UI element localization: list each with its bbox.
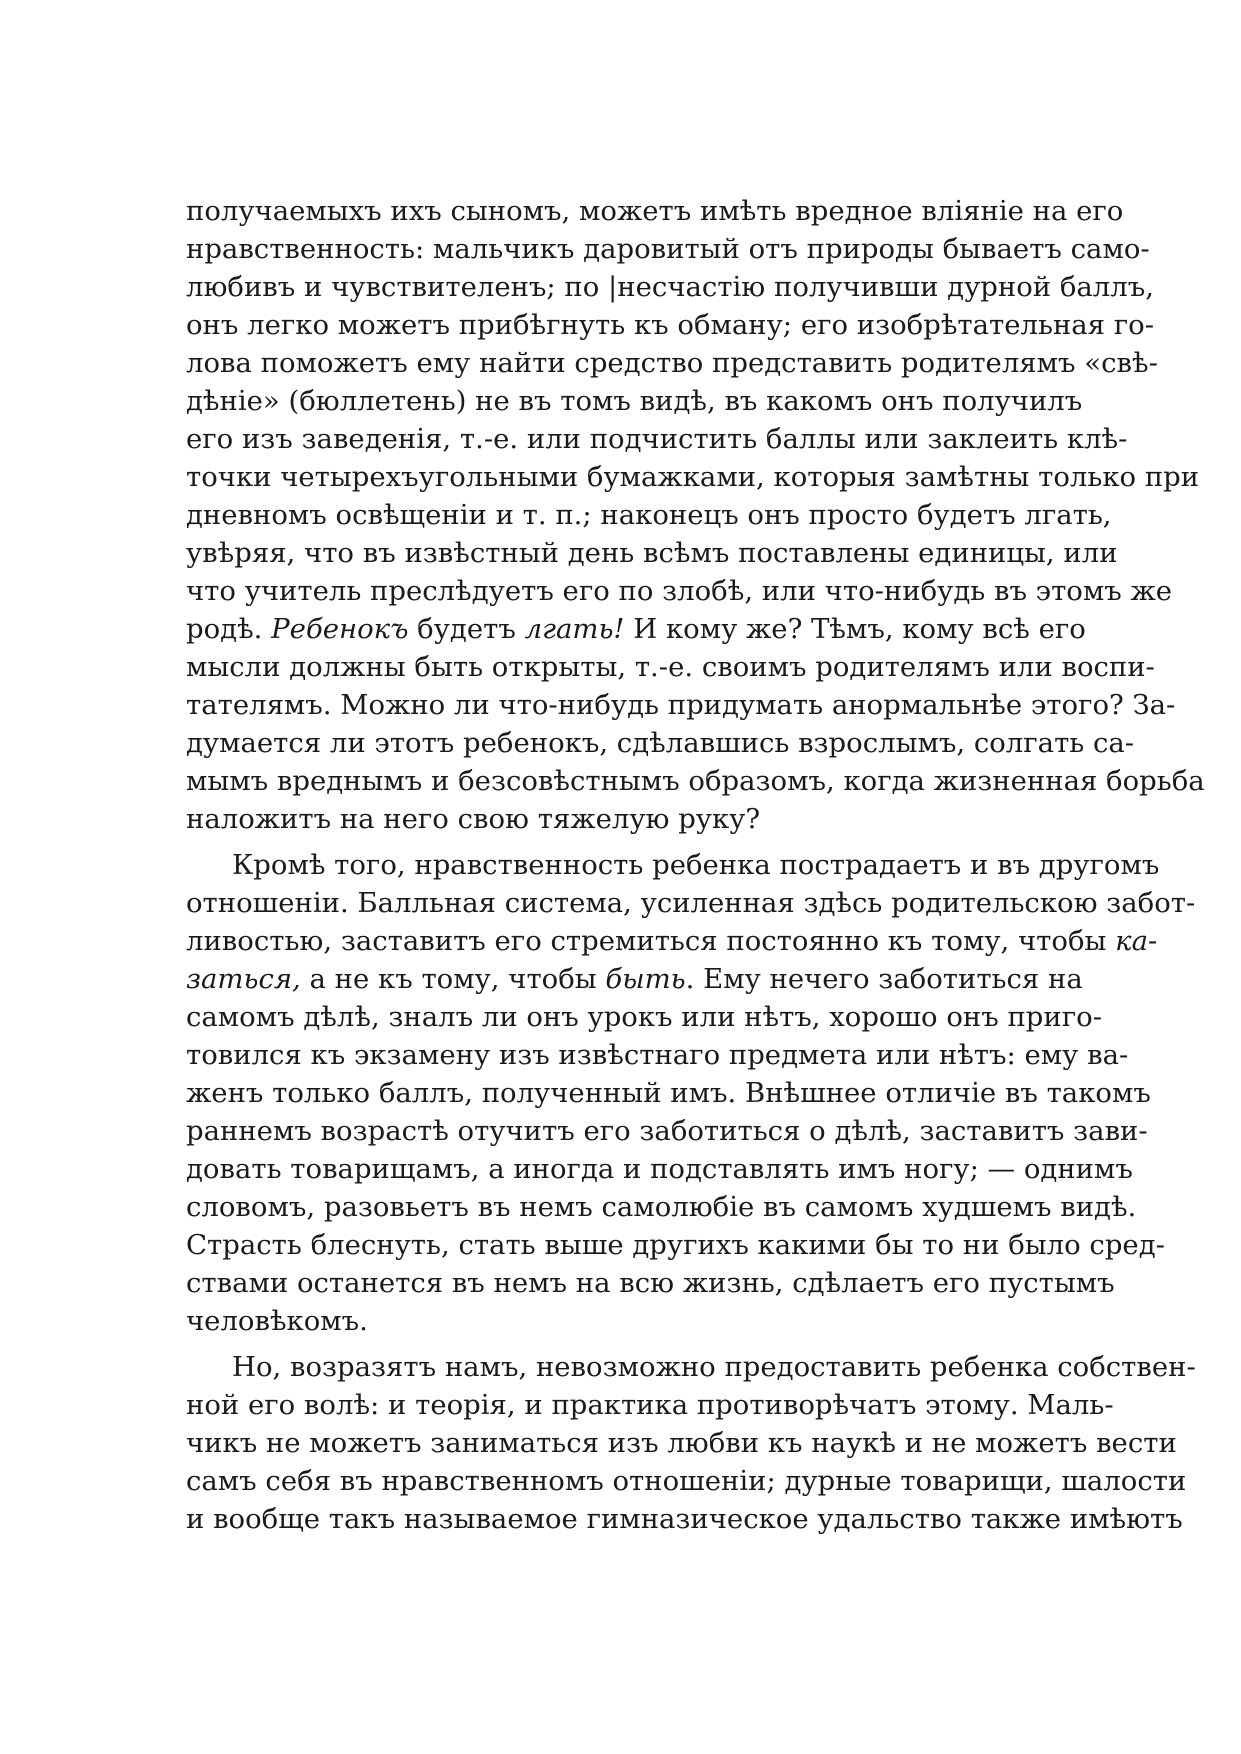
text-line [186,762,1205,800]
text-line [186,1074,1151,1112]
text-segment: дневномъ освѣщеніи и т. п.; наконецъ онъ просто будетъ лгать, [186,499,1112,531]
text-line [186,192,1124,230]
text-segment: а не къ тому, чтобы [300,963,606,995]
text-line [186,534,1118,572]
text-segment: человѣкомъ. [186,1305,368,1337]
text-line [186,610,1086,648]
text-segment: дѣніе» (бюллетень) не въ томъ видѣ, въ какомъ онъ получилъ [186,385,1083,417]
text-line [186,1188,1137,1226]
text-line [186,572,1173,610]
text-segment: товился къ экзамену изъ извѣстнаго предмета или нѣтъ: ему ва- [186,1039,1129,1071]
text-line [186,998,1102,1036]
text-segment: и вообще такъ называемое гимназическое удальство также имѣютъ [186,1503,1183,1535]
text-segment: мысли должны быть открыты, т.-е. своимъ родителямъ или воспи- [186,651,1155,683]
italic-text: ка- [1115,925,1158,957]
text-line [186,1264,1115,1302]
text-segment: будетъ [408,613,525,645]
text-line [186,1462,1187,1500]
text-segment: довать товарищамъ, а иногда и подставлять имъ ногу; — однимъ [186,1153,1133,1185]
text-line [186,1036,1129,1074]
text-line [186,382,1083,420]
text-line [186,496,1112,534]
text-segment: ливостью, заставитъ его стремиться постоянно къ тому, чтобы [186,925,1116,957]
text-segment: онъ легко можетъ прибѣгнуть къ обману; его изобрѣтательная го- [186,309,1155,341]
text-segment: чикъ не можетъ заниматься изъ любви къ наукѣ и не можетъ вести [186,1427,1177,1459]
text-line [186,1424,1177,1462]
text-segment: ной его волѣ: и теорія, и практика противорѣчатъ этому. Маль- [186,1389,1114,1421]
text-segment: его изъ заведенія, т.-е. или подчистить баллы или заклеить клѣ- [186,423,1128,455]
text-line [186,648,1155,686]
text-segment: думается ли этотъ ребенокъ, сдѣлавшись взрослымъ, солгать са- [186,727,1135,759]
text-line [186,1150,1133,1188]
text-line [186,724,1135,762]
italic-text: быть [605,963,686,995]
italic-text: лгать! [524,613,625,645]
text-line [186,1348,1196,1386]
text-line [186,1302,1066,1340]
page-body-text [186,192,1205,1538]
paragraph [186,1348,1196,1538]
text-segment: получаемыхъ ихъ сыномъ, можетъ имѣть вредное вліяніе на его [186,195,1124,227]
text-segment: наложитъ на него свою тяжелую руку? [186,803,761,835]
text-segment: тателямъ. Можно ли что-нибудь придумать анормальнѣе этого? За- [186,689,1176,721]
text-segment: самъ себя въ нравственномъ отношеніи; дурные товарищи, шалости [186,1465,1187,1497]
text-segment: нравственность: мальчикъ даровитый отъ природы бываетъ само- [186,233,1150,265]
italic-text: заться, [186,963,301,995]
text-segment: самомъ дѣлѣ, зналъ ли онъ урокъ или нѣтъ, хорошо онъ приго- [186,1001,1102,1033]
text-segment: мымъ вреднымъ и безсовѣстнымъ образомъ, когда жизненная борьба [186,765,1205,797]
text-line [186,1226,1165,1264]
text-segment: женъ только баллъ, полученный имъ. Внѣшнее отличіе въ такомъ [186,1077,1151,1109]
text-line [186,1386,1114,1424]
paragraph [186,846,1196,1340]
text-line [186,686,1176,724]
text-line [186,922,1158,960]
text-line [186,960,1083,998]
text-segment: отношеніи. Балльная система, усиленная здѣсь родительскою забот- [186,887,1196,919]
text-segment: словомъ, разовьетъ въ немъ самолюбіе въ самомъ худшемъ видѣ. [186,1191,1137,1223]
text-segment: Кромѣ того, нравственность ребенка пострадаетъ и въ другомъ [232,849,1160,881]
italic-text: Ребенокъ [271,613,409,645]
text-segment: точки четырехъугольными бумажками, которыя замѣтны только при [186,461,1200,493]
text-segment: любивъ и чувствителенъ; по |несчастію получивши дурной баллъ, [186,271,1154,303]
text-segment: увѣряя, что въ извѣстный день всѣмъ поставлены единицы, или [186,537,1118,569]
text-segment: Страсть блеснуть, стать выше другихъ какими бы то ни было сред- [186,1229,1165,1261]
text-line [186,344,1158,382]
text-segment: Но, возразятъ намъ, невозможно предоставить ребенка собствен- [232,1351,1196,1383]
text-segment: лова поможетъ ему найти средство представить родителямъ «свѣ- [186,347,1158,379]
text-line [186,306,1155,344]
text-line [186,230,1150,268]
text-line [186,884,1196,922]
text-line [186,458,1200,496]
text-line [186,420,1128,458]
text-line [186,846,1160,884]
text-segment: родѣ. [186,613,272,645]
text-segment: . Ему нечего заботиться на [685,963,1083,995]
text-line [186,1500,1183,1538]
text-line [186,800,1066,838]
text-line [186,268,1154,306]
text-segment: ствами останется въ немъ на всю жизнь, сдѣлаетъ его пустымъ [186,1267,1115,1299]
text-line [186,1112,1148,1150]
text-segment: И кому же? Тѣмъ, кому всѣ его [624,613,1086,645]
paragraph [186,192,1205,838]
text-segment: раннемъ возрастѣ отучитъ его заботиться о дѣлѣ, заставитъ зави- [186,1115,1148,1147]
text-segment: что учитель преслѣдуетъ его по злобѣ, или что-нибудь въ этомъ же [186,575,1173,607]
